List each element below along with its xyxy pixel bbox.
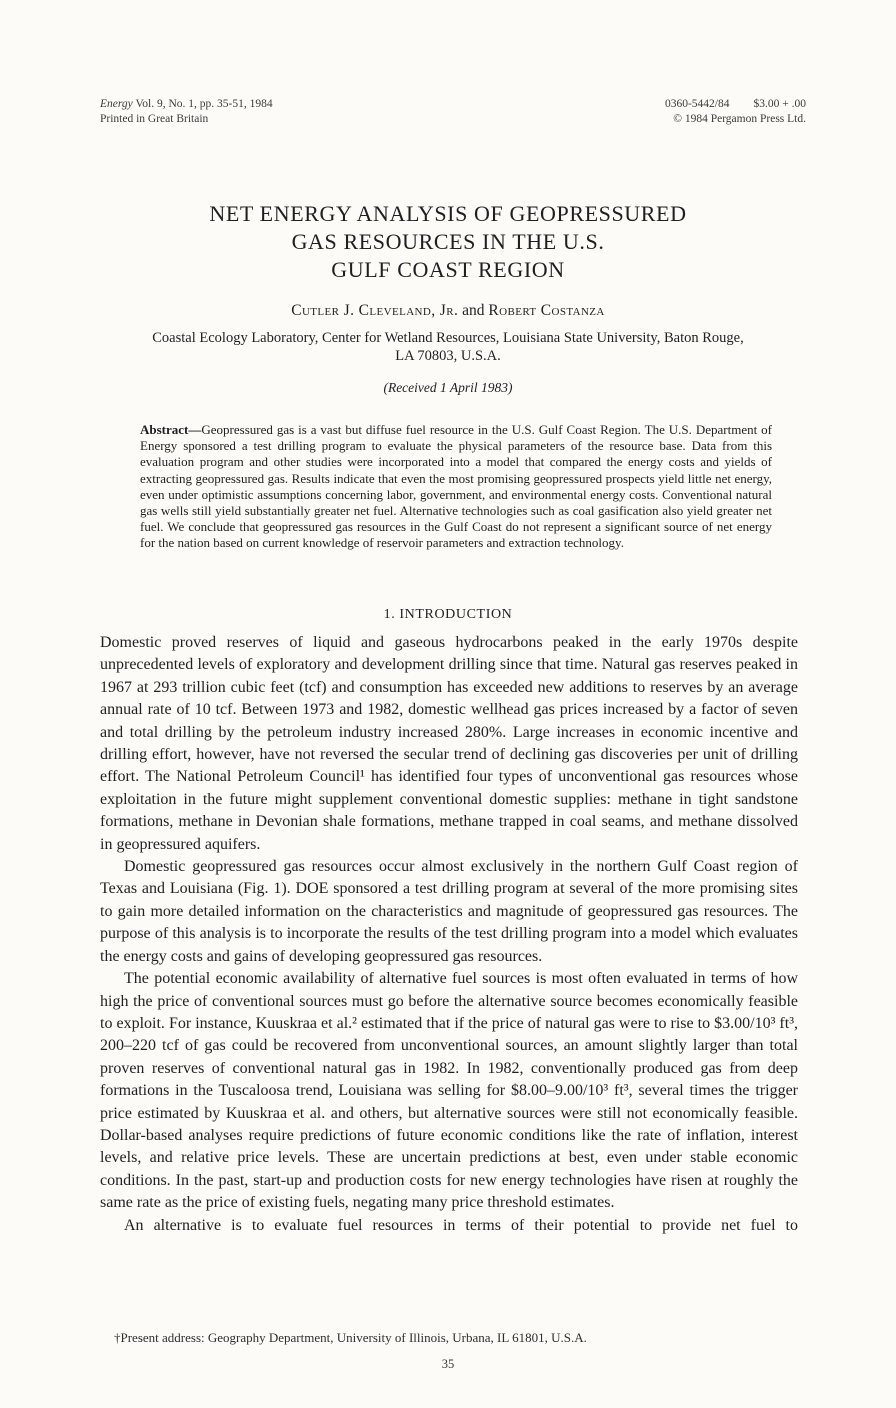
author-second: Robert Costanza: [488, 302, 605, 319]
journal-citation-rest: Vol. 9, No. 1, pp. 35-51, 1984: [132, 98, 273, 110]
paper-title-line-1: NET ENERGY ANALYSIS OF GEOPRESSURED: [209, 201, 687, 226]
paper-title-line-2: GAS RESOURCES IN THE U.S.: [291, 229, 605, 254]
copyright-line: © 1984 Pergamon Press Ltd.: [673, 113, 806, 125]
body-text: [100, 632, 798, 1237]
price-text: $3.00 + .00: [753, 98, 806, 110]
paper-title: [0, 200, 896, 284]
body-paragraph-4: An alternative is to evaluate fuel resources in terms of their potential to provide net fuel to: [124, 1216, 798, 1234]
author-first: Cutler J. Cleveland, Jr.: [291, 302, 459, 319]
body-paragraph-3: The potential economic availability of alternative fuel sources is most often evaluated in terms of how high the price of conventional sources must go before the alternative source becomes economically feasible to exploit. For instance, Kuuskraa et al.² estimated that if the price of natural gas were to rise to $3.00/10³ ft³, 200–220 tcf of gas could be recovered from unconventional sources, an amount slightly larger than total proven reserves of conventional natural gas in 1982. In 1982, conventionally produced gas from deep formations in the Tuscaloosa trend, Louisiana was selling for $8.00–9.00/10³ ft³, several times the trigger price estimated by Kuuskraa et al. and others, but alternative sources were still not economically feasible. Dollar-based analyses require predictions of future economic conditions like the rate of inflation, interest levels, and relative price levels. These are uncertain predictions at best, even under stable economic conditions. In the past, start-up and production costs for new energy technologies have risen at roughly the same rate as the price of existing fuels, negating many price threshold estimates.: [100, 970, 798, 1212]
paper-title-line-3: GULF COAST REGION: [331, 257, 565, 282]
journal-citation-line: [100, 97, 273, 112]
body-paragraph-1: Domestic proved reserves of liquid and gaseous hydrocarbons peaked in the early 1970s despite unprecedented levels of exploratory and development drilling since that time. Natural gas reserves peaked in 1967 at 293 trillion cubic feet (tcf) and consumption has exceeded new additions to reserves by an average annual rate of 10 tcf. Between 1973 and 1982, domestic wellhead gas prices increased by a factor of seven and total drilling by the petroleum industry increased 280%. Large increases in economic incentive and drilling effort, however, have not reversed the secular trend of declining gas discoveries per unit of drilling effort. The National Petroleum Council¹ has identified four types of unconventional gas resources whose exploitation in the future might supplement conventional domestic supplies: methane in tight sandstone formations, methane in Devonian shale formations, methane trapped in coal seams, and methane dissolved in geopressured aquifers.: [100, 634, 798, 853]
affiliation-line-1: Coastal Ecology Laboratory, Center for Wetland Resources, Louisiana State University, Baton Rouge,: [152, 330, 744, 346]
footnote-present-address: †Present address: Geography Department, University of Illinois, Urbana, IL 61801, U.S.A.: [114, 1330, 587, 1345]
abstract-label: Abstract—: [140, 422, 202, 437]
author-line: [0, 302, 896, 320]
journal-header-left: [100, 97, 273, 127]
page-number: 35: [441, 1357, 455, 1371]
section-heading-introduction: 1. INTRODUCTION: [383, 607, 513, 622]
abstract-text: Geopressured gas is a vast but diffuse fuel resource in the U.S. Gulf Coast Region. The U.S. Department of Energy sponsored a test drilling program to evaluate the physical parameters of the resource base. Data from this evaluation program and other studies were incorporated into a model that compared the energy costs and yields of extracting geopressured gas. Results indicate that even the most promising geopressured prospects yield little net energy, even under optimistic assumptions concerning labor, government, and environmental energy costs. Conventional natural gas wells still yield substantially greater net fuel. Alternative technologies such as coal gasification also yield greater net fuel. We conclude that geopressured gas resources in the Gulf Coast do not represent a significant source of net energy for the nation based on current knowledge of reservoir parameters and extraction technology.: [140, 422, 772, 551]
issn-price-line: [665, 97, 806, 112]
issn-code: 0360-5442/84: [664, 98, 730, 110]
affiliation-line-2: LA 70803, U.S.A.: [395, 348, 501, 364]
journal-name: Energy: [100, 98, 133, 110]
author-conjunction: and: [458, 302, 489, 319]
received-date: (Received 1 April 1983): [383, 380, 513, 395]
journal-header: [100, 97, 806, 127]
affiliation: [0, 329, 896, 365]
body-paragraph-2: Domestic geopressured gas resources occur almost exclusively in the northern Gulf Coast region of Texas and Louisiana (Fig. 1). DOE sponsored a test drilling program at several of the more promising sites to gain more detailed information on the characteristics and magnitude of geopressured gas resources. The purpose of this analysis is to incorporate the results of the test drilling program into a model which evaluates the energy costs and gains of developing geopressured gas resources.: [100, 858, 798, 965]
abstract: [140, 422, 772, 552]
journal-header-right: [665, 97, 806, 127]
printed-in-line: Printed in Great Britain: [100, 113, 209, 125]
